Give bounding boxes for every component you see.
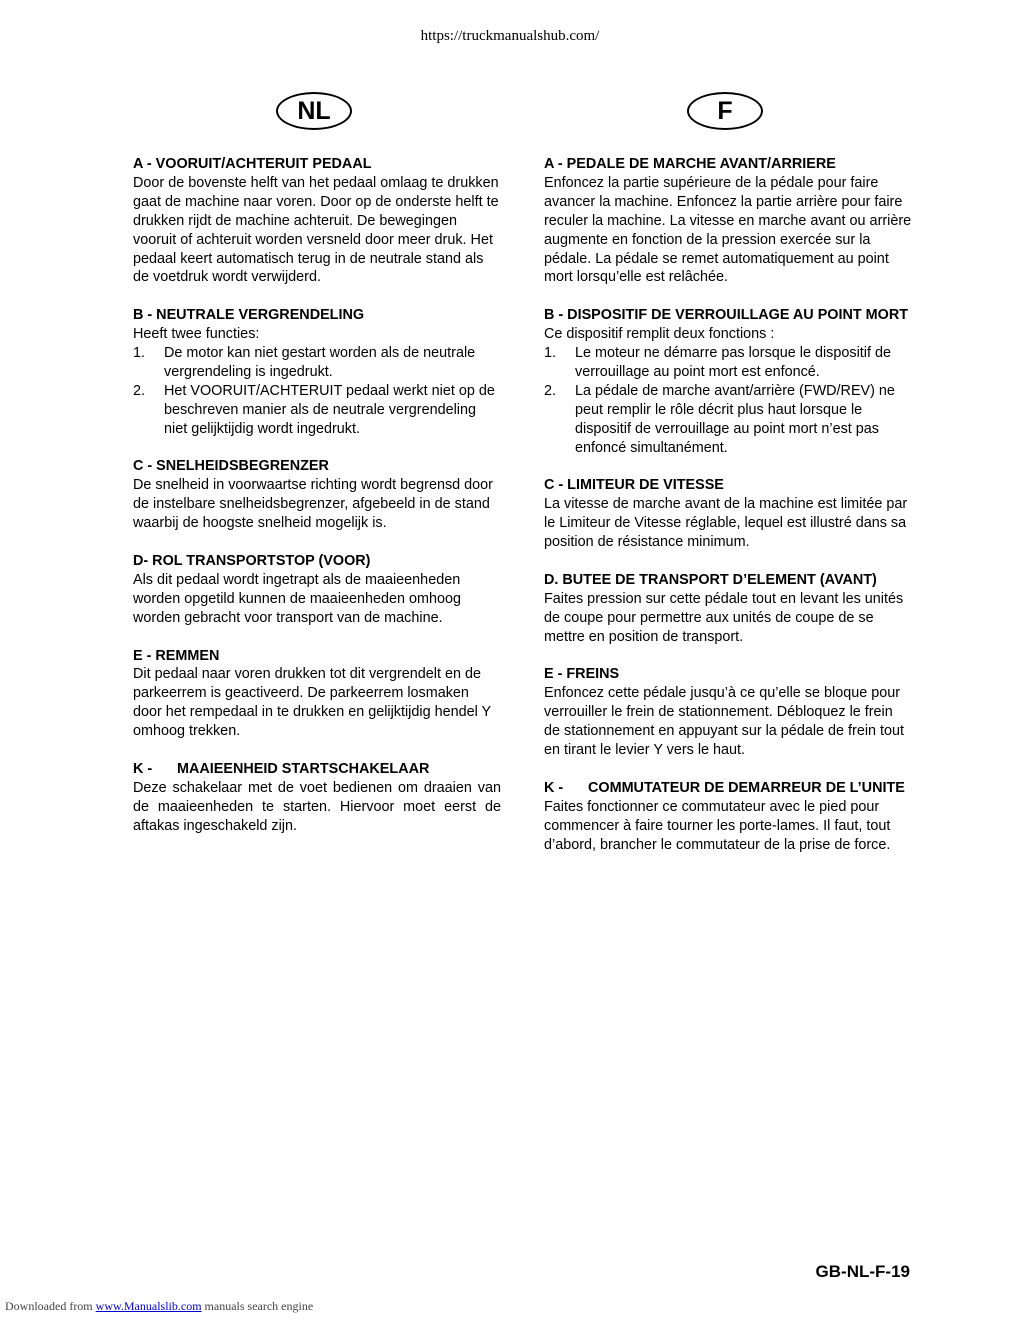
list-text: De motor kan niet gestart worden als de neutrale vergrendeling is ingedrukt. [164,345,476,380]
section-a [133,155,501,287]
numbered-list [544,344,912,457]
dutch-column [133,155,501,854]
list-number: 2. [133,382,146,399]
french-column [544,155,912,873]
download-footer [5,1299,313,1314]
section-heading: C - LIMITEUR DE VITESSE [544,477,724,494]
list-item [544,344,912,382]
section-k [544,779,912,855]
section-heading: A - PEDALE DE MARCHE AVANT/ARRIERE [544,156,836,172]
section-d [133,552,501,628]
section-e [133,647,501,742]
list-text: Le moteur ne démarre pas lorsque le dispositif de verrouillage au point mort est enfoncé. [575,345,891,380]
section-heading: B - DISPOSITIF DE VERROUILLAGE AU POINT MORT [544,307,909,324]
footer-suffix: manuals search engine [204,1299,314,1313]
list-item [133,382,501,439]
source-url: https://truckmanualshub.com/ [420,28,600,44]
section-heading-text: MAAIEENHEID STARTSCHAKELAAR [177,760,430,777]
section-a [544,155,912,287]
section-text: La vitesse de marche avant de la machine est limitée par le Limiteur de Vitesse réglable, lequel est illustré dans sa position de résistance minimum. [544,496,908,551]
section-text: Als dit pedaal wordt ingetrapt als de maaieenheden worden opgetild kunnen de maaieenheden omhoog worden gebracht voor transport van de machine. [133,571,462,626]
language-badge-nl: NL [276,92,352,130]
section-b [544,306,912,457]
section-text: Faites fonctionner ce commutateur avec le pied pour commencer à faire tourner les porte-lames. Il faut, tout d’abord, brancher le commutateur de la prise de force. [544,798,891,853]
section-k [133,760,501,836]
list-number: 1. [133,345,146,362]
numbered-list [133,344,501,439]
list-text: La pédale de marche avant/arrière (FWD/REV) ne peut remplir le rôle décrit plus haut lorsque le dispositif de verrouillage au point mort n’est pas enfoncé simultanément. [575,382,895,456]
manualslib-link[interactable]: www.Manualslib.com [95,1299,202,1313]
section-text: Enfoncez cette pédale jusqu’à ce qu’elle se bloque pour verrouiller le frein de stationnement. Débloquez le frein de stationnement en appuyant sur la pédale de frein tout en tirant le levier Y vers le haut. [544,685,905,759]
section-text: Deze schakelaar met de voet bedienen om draaien van de maaieenheden te starten. Hiervoor moet eerst de aftakas ingeschakeld zijn. [133,779,501,834]
section-intro: Ce dispositif remplit deux fonctions : [544,326,775,343]
page-number: GB-NL-F-19 [815,1262,910,1281]
list-text: Het VOORUIT/ACHTERUIT pedaal werkt niet op de beschreven manier als de neutrale vergrendeling niet gelijktijdig wordt ingedrukt. [164,382,495,437]
language-badge-f: F [687,92,763,130]
section-text: Dit pedaal naar voren drukken tot dit vergrendelt en de parkeerrem is geactiveerd. De parkeerrem losmaken door het rempedaal in te drukken en gelijktijdig hendel Y omhoog trekken. [133,666,491,740]
section-heading: D- ROL TRANSPORTSTOP (VOOR) [133,552,371,569]
list-item [544,382,912,458]
section-intro: Heeft twee functies: [133,326,260,343]
section-key: K - [544,779,564,796]
section-key: K - [133,760,153,777]
section-e [544,665,912,760]
section-heading [544,779,912,798]
section-d [544,571,912,647]
list-number: 2. [544,382,557,399]
section-text: Faites pression sur cette pédale tout en levant les unités de coupe pour permettre aux unités de coupe de se mettre en position de transport. [544,590,904,645]
section-heading: A - VOORUIT/ACHTERUIT PEDAAL [133,156,372,172]
section-c [544,476,912,552]
section-heading: D. BUTEE DE TRANSPORT D’ELEMENT (AVANT) [544,571,877,588]
section-heading: B - NEUTRALE VERGRENDELING [133,307,365,324]
section-b [133,306,501,438]
list-number: 1. [544,345,557,362]
section-heading: E - FREINS [544,666,620,683]
section-text: Enfoncez la partie supérieure de la pédale pour faire avancer la machine. Enfoncez la partie arrière pour faire reculer la machine. La vitesse en marche avant ou arrière augmente en fonction de la pression exercée sur la pédale. La pédale se remet automatiquement au point mort lorsqu’elle est relâchée. [544,174,912,286]
section-text: Door de bovenste helft van het pedaal omlaag te drukken gaat de machine naar voren. Door op de onderste helft te drukken rijdt de machine achteruit. De bewegingen vooruit of achteruit worden versneld door meer druk. Het pedaal keert automatisch terug in de neutrale stand als de voetdruk wordt verwijderd. [133,174,499,286]
section-text: De snelheid in voorwaartse richting wordt begrensd door de instelbare snelheidsbegrenzer, afgebeeld in de stand waarbij de hoogste snelheid mogelijk is. [133,477,493,532]
footer-prefix: Downloaded from [5,1299,93,1313]
section-heading-text: COMMUTATEUR DE DEMARREUR DE L’UNITE [588,779,905,796]
section-heading [133,760,501,779]
section-heading: E - REMMEN [133,647,220,664]
section-heading: C - SNELHEIDSBEGRENZER [133,458,329,475]
section-c [133,457,501,533]
list-item [133,344,501,382]
